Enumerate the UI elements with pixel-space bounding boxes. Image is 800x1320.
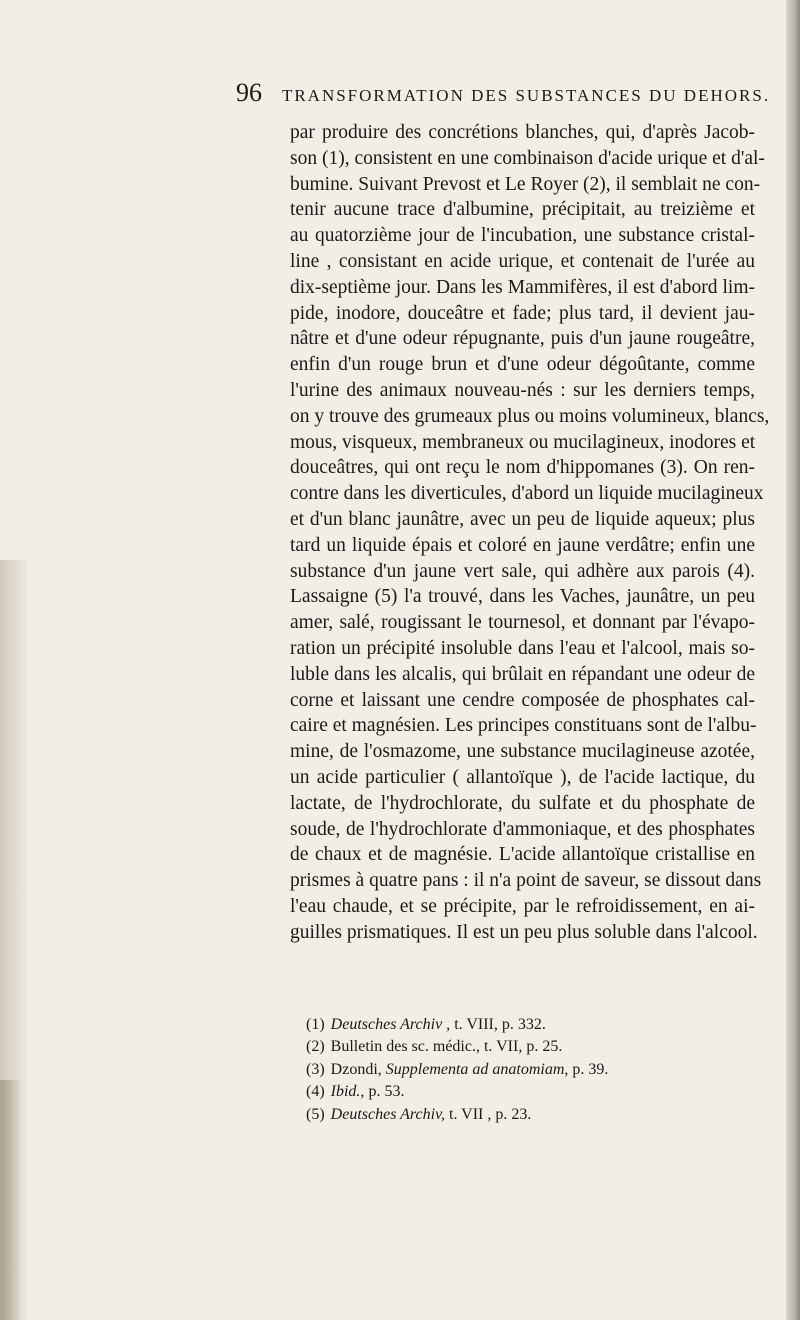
footnote-text: Dzondi, bbox=[330, 1060, 386, 1078]
running-title: TRANSFORMATION DES SUBSTANCES DU DEHORS. bbox=[281, 86, 771, 105]
body-paragraph bbox=[290, 120, 770, 946]
text-line: soude, de l'hydrochlorate d'ammoniaque, et des phosphates bbox=[290, 818, 755, 840]
text-line: corne et laissant une cendre composée de phosphates cal- bbox=[290, 689, 755, 711]
text-line: line , consistant en acide urique, et contenait de l'urée au bbox=[290, 250, 755, 272]
footnote-number: (2) bbox=[306, 1038, 325, 1056]
text-line: luble dans les alcalis, qui brûlait en répandant une odeur de bbox=[290, 663, 755, 685]
text-line: amer, salé, rougissant le tournesol, et donnant par l'évapo- bbox=[290, 612, 755, 634]
footnote-journal: Supplementa ad anatomiam bbox=[385, 1060, 565, 1078]
text-line: substance d'un jaune vert sale, qui adhère aux parois (4). bbox=[290, 560, 755, 582]
footnote-text: , p. 39. bbox=[564, 1060, 609, 1078]
page-left-stain-bottom bbox=[0, 1080, 22, 1320]
text-line: bumine. Suivant Prevost et Le Royer (2), il semblait ne con- bbox=[290, 173, 761, 195]
text-line: au quatorzième jour de l'incubation, une substance cristal- bbox=[290, 225, 755, 247]
text-line: et d'un blanc jaunâtre, avec un peu de liquide aqueux; plus bbox=[290, 508, 755, 530]
text-line: l'eau chaude, et se précipite, par le refroidissement, en ai- bbox=[290, 895, 755, 917]
footnote-number: (1) bbox=[306, 1016, 325, 1033]
footnote-journal: Deutsches Archiv , bbox=[330, 1016, 451, 1033]
text-line: lactate, de l'hydrochlorate, du sulfate et du phosphate de bbox=[290, 792, 755, 814]
text-line: caire et magnésien. Les principes constituans sont de l'albu- bbox=[290, 715, 757, 737]
footnote bbox=[306, 1036, 756, 1058]
footnote-journal: Ibid., bbox=[330, 1083, 365, 1101]
footnotes bbox=[306, 1014, 756, 1126]
footnote-number: (4) bbox=[306, 1083, 325, 1101]
page-edge-shadow bbox=[786, 0, 800, 1320]
text-line: prismes à quatre pans : il n'a point de saveur, se dissout dans bbox=[290, 870, 762, 892]
text-line: tard un liquide épais et coloré en jaune verdâtre; enfin une bbox=[290, 534, 755, 556]
footnote bbox=[306, 1104, 756, 1126]
text-line: par produire des concrétions blanches, qui, d'après Jacob- bbox=[290, 122, 755, 143]
text-line: on y trouve des grumeaux plus ou moins volumineux, blancs, bbox=[290, 405, 770, 427]
footnote-journal: Deutsches Archiv, bbox=[330, 1105, 445, 1123]
footnote-text: t. VIII, p. 332. bbox=[450, 1016, 546, 1033]
text-line: nâtre et d'une odeur répugnante, puis d'un jaune rougeâtre, bbox=[290, 328, 755, 350]
running-header bbox=[236, 78, 770, 108]
footnote-text: Bulletin des sc. médic., t. VII, p. 25. bbox=[330, 1038, 563, 1056]
text-line: mine, de l'osmazome, une substance mucilagineuse azotée, bbox=[290, 741, 755, 763]
text-line: guilles prismatiques. Il est un peu plus soluble dans l'alcool. bbox=[290, 921, 758, 943]
footnote bbox=[306, 1014, 756, 1036]
text-line: pide, inodore, douceâtre et fade; plus tard, il devient jau- bbox=[290, 302, 755, 324]
text-line: de chaux et de magnésie. L'acide allantoïque cristallise en bbox=[290, 844, 755, 866]
text-line: enfin d'un rouge brun et d'une odeur dégoûtante, comme bbox=[290, 354, 755, 376]
text-line: son (1), consistent en une combinaison d'acide urique et d'al- bbox=[290, 147, 765, 169]
text-line: dix-septième jour. Dans les Mammifères, il est d'abord lim- bbox=[290, 276, 755, 298]
text-line: mous, visqueux, membraneux ou mucilagineux, inodores et bbox=[290, 431, 756, 453]
footnote bbox=[306, 1081, 756, 1103]
text-line: douceâtres, qui ont reçu le nom d'hippomanes (3). On ren- bbox=[290, 457, 755, 479]
page-number: 96 bbox=[236, 78, 262, 107]
text-line: un acide particulier ( allantoïque ), de l'acide lactique, du bbox=[290, 766, 755, 788]
text-line: tenir aucune trace d'albumine, précipitait, au treizième et bbox=[290, 199, 755, 221]
text-line: contre dans les diverticules, d'abord un liquide mucilagineux bbox=[290, 483, 764, 505]
footnote-text: t. VII , p. 23. bbox=[445, 1105, 532, 1123]
footnote bbox=[306, 1059, 756, 1081]
text-line: Lassaigne (5) l'a trouvé, dans les Vaches, jaunâtre, un peu bbox=[290, 586, 755, 608]
text-line: l'urine des animaux nouveau-nés : sur les derniers temps, bbox=[290, 379, 755, 401]
footnote-text: p. 53. bbox=[364, 1083, 405, 1101]
text-line: ration un précipité insoluble dans l'eau et l'alcool, mais so- bbox=[290, 637, 755, 659]
footnote-number: (5) bbox=[306, 1105, 325, 1123]
footnote-number: (3) bbox=[306, 1060, 325, 1078]
